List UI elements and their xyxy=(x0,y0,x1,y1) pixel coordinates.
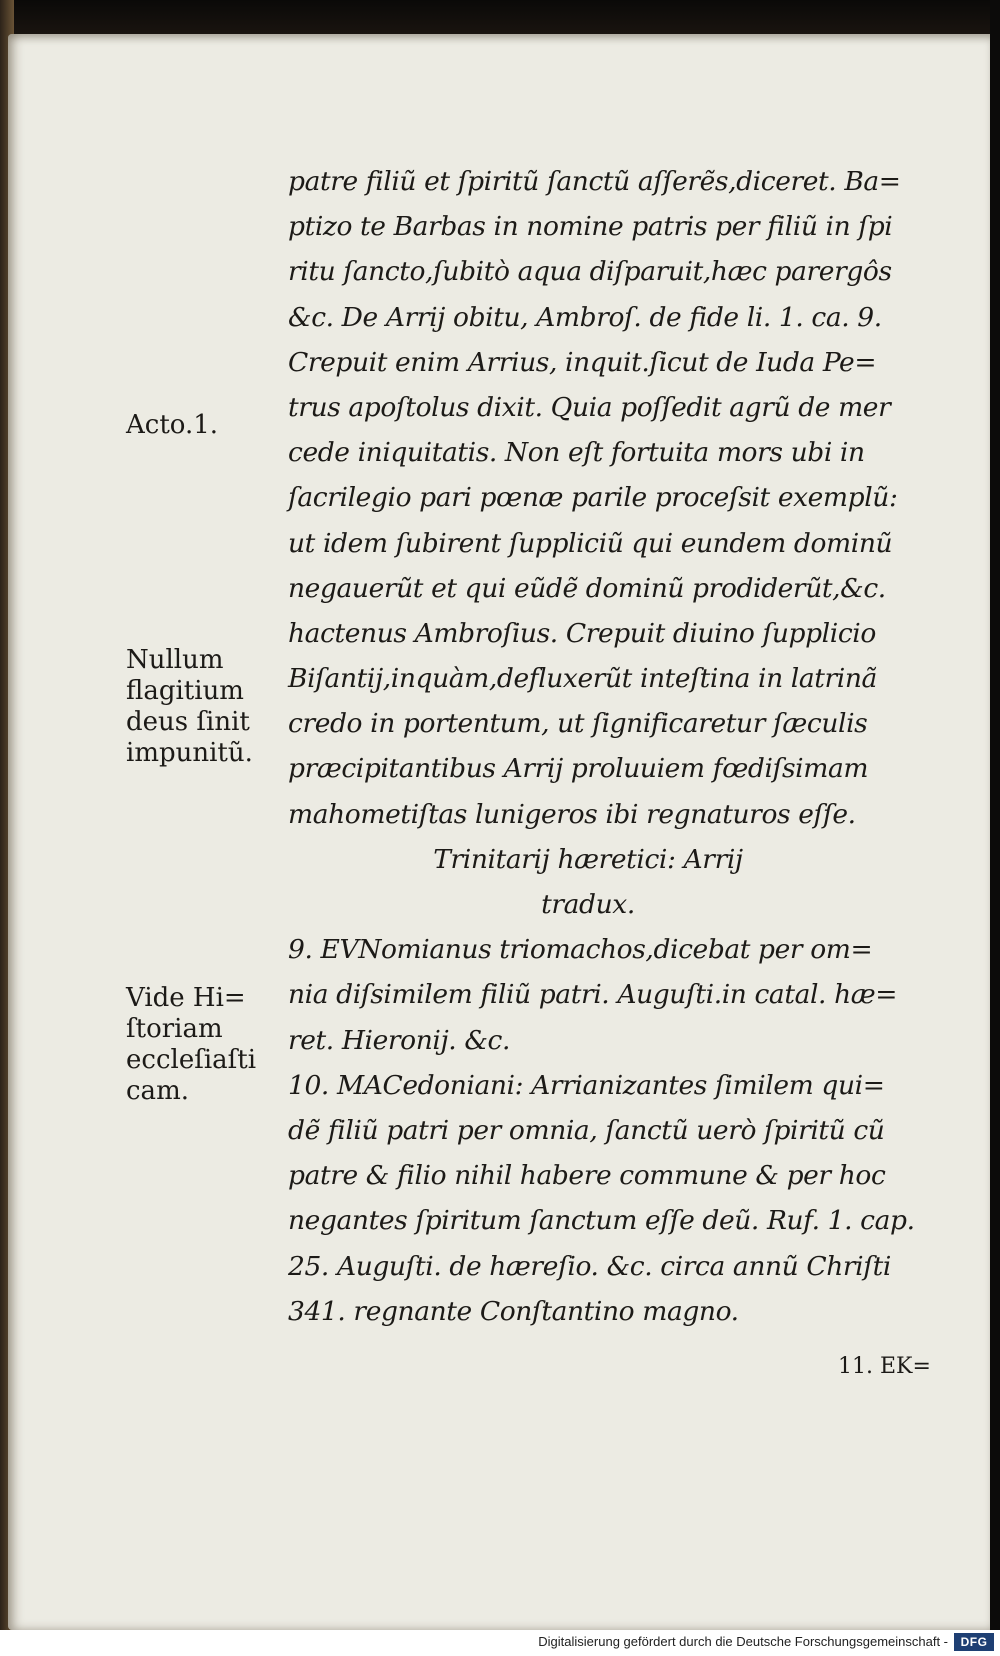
catchword: 11. EK= xyxy=(838,1354,931,1379)
section-heading: tradux. xyxy=(541,889,635,920)
text-line: nia diſsimilem filiũ patri. Auguſti.in catal. hæ= xyxy=(288,979,898,1011)
text-line: negauerũt et qui eũdẽ dominũ prodiderũt,&c. xyxy=(288,572,886,604)
margin-note-line: Acto.1. xyxy=(126,410,219,440)
text-line: ritu ſancto,ſubitò aqua diſparuit,hæc parergôs xyxy=(288,256,892,288)
margin-note-line: Nullum xyxy=(126,645,224,675)
text-line: 9. EVNomianus triomachos,dicebat per om= xyxy=(288,934,873,966)
margin-note-line: Vide Hi= xyxy=(126,983,246,1013)
text-line: 10. MACedoniani: Arrianizantes ſimilem qui= xyxy=(288,1069,885,1101)
margin-note-nullum xyxy=(126,645,253,769)
margin-note-acto xyxy=(126,410,218,441)
text-line: ptizo te Barbas in nomine patris per filiũ in ſpi xyxy=(288,211,893,243)
text-line: ut idem ſubirent ſuppliciũ qui eundem dominũ xyxy=(288,527,893,559)
text-line: trus apoſtolus dixit. Quia poſſedit agrũ de mer xyxy=(288,391,891,423)
text-line: Biſantij,inquàm,defluxerũt inteſtina in latrinã xyxy=(288,663,877,695)
text-line: 25. Auguſti. de hæreſio. &c. circa annũ Chriſti xyxy=(288,1250,891,1282)
margin-note-line: impunitũ. xyxy=(126,738,253,768)
text-line: patre & filio nihil habere commune & per hoc xyxy=(288,1160,886,1192)
margin-note-line: cam. xyxy=(126,1076,189,1106)
footer-credit: Digitalisierung gefördert durch die Deutsche Forschungsgemeinschaft - xyxy=(538,1634,948,1649)
margin-note-line: deus ſinit xyxy=(126,707,250,737)
margin-note-line: ſtoriam xyxy=(126,1014,223,1044)
text-line: ret. Hieronij. &c. xyxy=(288,1024,510,1056)
main-text-block xyxy=(288,159,948,1334)
text-line: patre filiũ et ſpiritũ ſanctũ aſſerẽs,diceret. Ba= xyxy=(288,166,901,197)
text-line: ſacrilegio pari pœnæ parile proceſsit exemplũ: xyxy=(288,482,898,514)
text-line: &c. De Arrij obitu, Ambroſ. de fide li. 1. ca. 9. xyxy=(288,301,882,333)
text-line: 341. regnante Conſtantino magno. xyxy=(288,1295,739,1327)
text-line: cede iniquitatis. Non eſt fortuita mors ubi in xyxy=(288,437,865,469)
text-line: Crepuit enim Arrius, inquit.ſicut de Iuda Pe= xyxy=(288,346,877,378)
section-heading: Trinitarij hæretici: Arrij xyxy=(433,843,743,875)
text-line: hactenus Ambroſius. Crepuit diuino ſupplicio xyxy=(288,617,876,649)
margin-note-line: flagitium xyxy=(126,676,244,706)
text-line: præcipitantibus Arrij proluuiem fœdiſsimam xyxy=(288,753,869,785)
text-line: mahometiſtas lunigeros ibi regnaturos eſſe. xyxy=(288,798,856,830)
text-line: negantes ſpiritum ſanctum eſſe deũ. Ruf. 1. cap. xyxy=(288,1205,915,1237)
scan-top-edge xyxy=(0,0,1000,38)
text-line: dẽ filiũ patri per omnia, ſanctũ uerò ſpiritũ cũ xyxy=(288,1114,885,1146)
margin-note-line: eccleſiaſti xyxy=(126,1045,257,1075)
dfg-logo[interactable]: DFG xyxy=(954,1633,994,1651)
margin-note-vide xyxy=(126,983,256,1107)
scan-right-edge xyxy=(990,0,1000,1656)
text-line: credo in portentum, ut ſignificaretur ſæculis xyxy=(288,708,868,740)
